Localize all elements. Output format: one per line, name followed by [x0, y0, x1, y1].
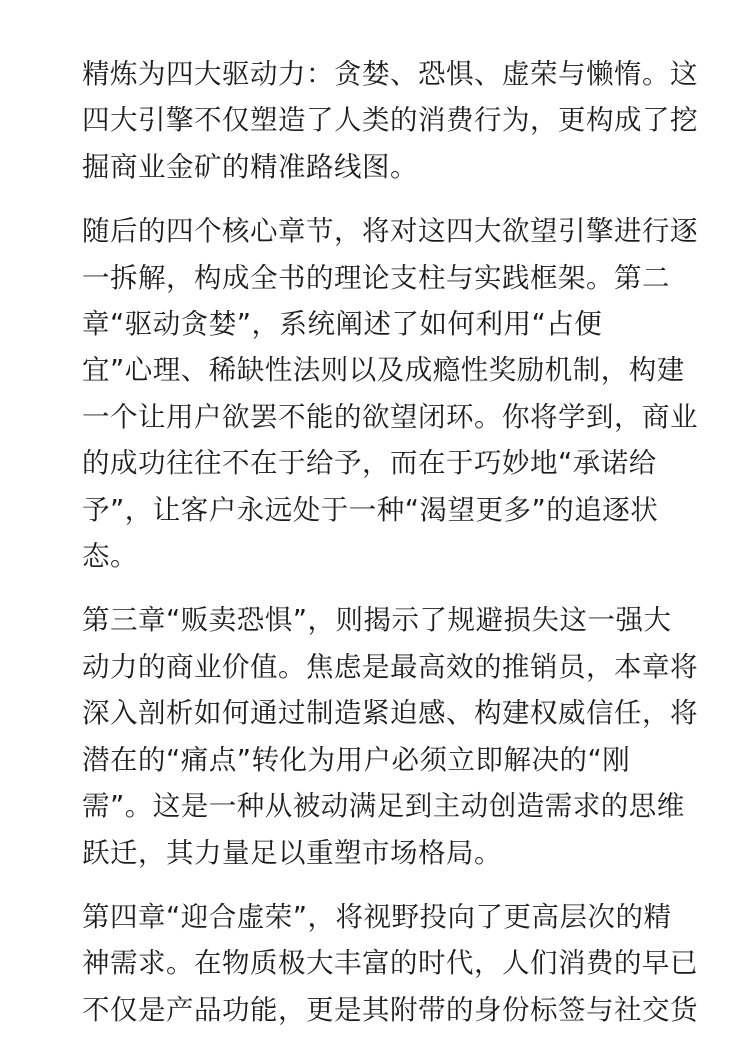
- body-text: [82, 51, 698, 1051]
- text-line: 予”，让客户永远处于一种“渴望更多”的追逐状: [82, 493, 659, 526]
- text-line: 跃迁，其力量足以重塑市场格局。: [82, 836, 502, 869]
- text-line: 一拆解，构成全书的理论支柱与实践框架。第二: [82, 261, 670, 294]
- text-line: 不仅是产品功能，更是其附带的身份标签与社交货: [82, 993, 698, 1026]
- text-line: 的成功往往不在于给予，而在于巧妙地“承诺给: [82, 447, 657, 480]
- text-line: 精炼为四大驱动力：贪婪、恐惧、虚荣与懒惰。这: [82, 58, 698, 90]
- paragraph-4: [82, 894, 698, 1033]
- text-line: 神需求。在物质极大丰富的时代，人们消费的早已: [82, 947, 698, 980]
- paragraph-2: [82, 208, 698, 579]
- text-line: 第四章“迎合虚荣”，将视野投向了更高层次的精: [82, 900, 672, 933]
- text-line: 态。: [82, 540, 138, 573]
- text-line: 动力的商业价值。焦虑是最高效的推销员，本章将: [82, 650, 698, 683]
- paragraph-3: [82, 597, 698, 875]
- text-line: 随后的四个核心章节，将对这四大欲望引擎进行逐: [82, 215, 698, 248]
- paragraph-1: [82, 51, 698, 190]
- text-line: 第三章“贩卖恐惧”，则揭示了规避损失这一强大: [82, 604, 672, 637]
- text-line: 深入剖析如何通过制造紧迫感、构建权威信任，将: [82, 697, 698, 730]
- text-line: 宜”心理、稀缺性法则以及成瘾性奖励机制，构建: [82, 354, 685, 387]
- text-line: 章“驱动贪婪”，系统阐述了如何利用“占便: [82, 308, 603, 341]
- text-line: 四大引擎不仅塑造了人类的消费行为，更构成了挖: [82, 104, 698, 137]
- text-line: 掘商业金矿的精准路线图。: [82, 150, 418, 183]
- text-line: 潜在的“痛点”转化为用户必须立即解决的“刚: [82, 743, 631, 776]
- text-line: 需”。这是一种从被动满足到主动创造需求的思维: [82, 790, 685, 823]
- text-line: 一个让用户欲罢不能的欲望闭环。你将学到，商业: [82, 400, 698, 433]
